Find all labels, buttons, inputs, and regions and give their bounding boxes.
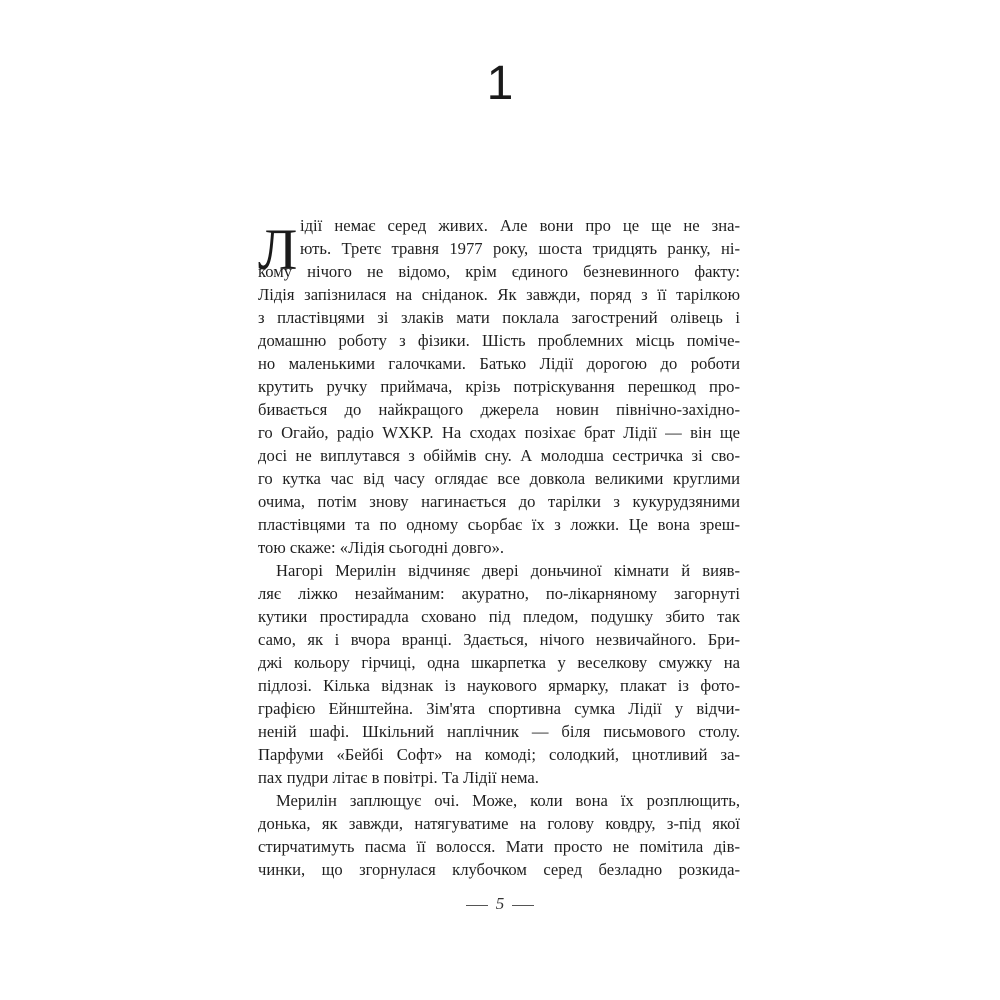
text-line: Мерилін заплющує очі. Може, коли вона їх розплющить, — [276, 791, 740, 810]
text-line: Лідія запізнилася на сніданок. Як завжди, поряд з її тарілкою — [258, 285, 740, 304]
text-line: чинки, що згорнулася клубочком серед безладно розкида- — [258, 860, 740, 879]
text-line: кому нічого не відомо, крім єдиного безневинного факту: — [258, 262, 740, 281]
chapter-number: 1 — [486, 57, 514, 110]
text-line: донька, як завжди, натягуватиме на голову ковдру, з-під якої — [258, 814, 740, 833]
text-line: ляє ліжко незайманим: акуратно, по-лікарняному загорнуті — [258, 584, 740, 603]
text-line: го кутка час від часу оглядає все довкола великими круглими — [258, 469, 740, 488]
page-number — [0, 894, 1000, 914]
text-line: Парфуми «Бейбі Софт» на комоді; солодкий, цнотливий за- — [258, 745, 740, 764]
text-line: графією Ейнштейна. Зім'ята спортивна сумка Лідії у відчи- — [258, 699, 740, 718]
text-line: неній шафі. Шкільний наплічник — біля письмового столу. — [258, 722, 740, 741]
text-line: бивається до найкращого джерела новин північно-західно- — [258, 400, 740, 419]
text-line: очима, потім знову нагинається до тарілки з кукурудзяними — [258, 492, 740, 511]
text-line: ють. Третє травня 1977 року, шоста тридцять ранку, ні- — [300, 239, 740, 258]
text-line: ідії немає серед живих. Але вони про це ще не зна- — [300, 216, 740, 235]
page-number-value: 5 — [495, 894, 505, 913]
text-line: підлозі. Кілька відзнак із наукового ярмарку, плакат із фото- — [258, 676, 740, 695]
text-line: Нагорі Мерилін відчиняє двері доньчиної кімнати й вияв- — [276, 561, 740, 580]
text-line: джі кольору гірчиці, одна шкарпетка у веселкову смужку на — [258, 653, 740, 672]
text-line: з пластівцями зі злаків мати поклала загострений олівець і — [258, 308, 740, 327]
text-line: пах пудри літає в повітрі. Та Лідії нема. — [258, 768, 539, 787]
text-line: тою скаже: «Лідія сьогодні довго». — [258, 538, 505, 557]
folio-dash-right — [512, 905, 534, 906]
text-line: само, як і вчора вранці. Здається, нічого незвичайного. Бри- — [258, 630, 740, 649]
drop-cap: Л — [258, 217, 298, 282]
text-line: го Огайо, радіо WXKP. На сходах позіхає брат Лідії — він ще — [258, 423, 740, 442]
text-line: но маленькими галочками. Батько Лідії дорогою до роботи — [258, 354, 740, 373]
text-line: стирчатимуть пасма її волосся. Мати просто не помітила дів- — [258, 837, 740, 856]
text-line: домашню роботу з фізики. Шість проблемних місць поміче- — [258, 331, 740, 350]
body-text — [258, 214, 740, 881]
text-line: крутить ручку приймача, крізь потріскування перешкод про- — [258, 377, 740, 396]
folio-dash-left — [466, 905, 488, 906]
text-line: пластівцями та по одному сьорбає їх з ложки. Це вона зреш- — [258, 515, 740, 534]
text-line: досі не виплутався з обіймів сну. А молодша сестричка зі сво- — [258, 446, 740, 465]
text-line: кутики простирадла сховано під пледом, подушку збито так — [258, 607, 740, 626]
